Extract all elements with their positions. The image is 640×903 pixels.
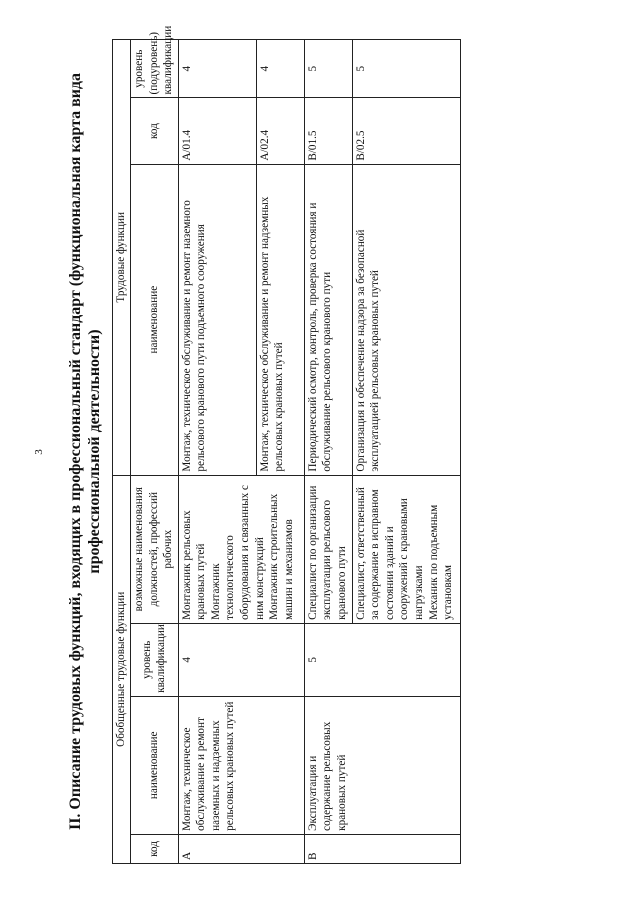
header-generalized-functions: Обобщенные трудовые функции — [113, 475, 131, 863]
position-item: Монтажник рельсовых крановых путей — [180, 510, 208, 620]
tf-code-cell: B/01.5 — [304, 98, 352, 164]
title-line-2: профессиональной деятельности) — [86, 329, 103, 574]
header-tf-level: уровень (подуровень) квалификации — [130, 40, 178, 98]
header-labor-functions: Трудовые функции — [113, 40, 131, 476]
position-item: Специалист, ответственный за содержание в исправном состоянии зданий и сооружений с крановыми нагрузками — [354, 487, 425, 620]
header-row-groups — [113, 40, 131, 864]
tf-code-cell: B/02.5 — [352, 98, 460, 164]
table-row — [304, 40, 352, 864]
tf-code-cell: A/02.4 — [256, 98, 304, 164]
gtf-name-cell: Эксплуатация и содержание рельсовых крановых путей — [304, 696, 460, 834]
tf-level-cell: 5 — [304, 40, 352, 98]
gtf-name-cell: Монтаж, техническое обслуживание и ремонт наземных и надземных рельсовых крановых путей — [178, 696, 304, 834]
tf-name-cell: Монтаж, техническое обслуживание и ремонт наземного рельсового кранового пути подъемного сооружения — [178, 164, 256, 475]
page-number: 3 — [33, 449, 45, 455]
position-item: Механик по подъемным установкам — [427, 504, 455, 620]
table-row — [178, 40, 256, 864]
tf-level-cell: 4 — [256, 40, 304, 98]
tf-name-cell: Периодический осмотр, контроль, проверка состояния и обслуживание рельсового кранового пути — [304, 164, 352, 475]
rotated-sheet — [62, 25, 492, 864]
tf-level-cell: 5 — [352, 40, 460, 98]
tf-code-cell: A/01.4 — [178, 98, 256, 164]
position-cell: Специалист по организации эксплуатации рельсового кранового пути — [304, 475, 352, 623]
header-code: код — [130, 834, 178, 863]
functional-map-table — [112, 25, 461, 864]
document-title — [62, 39, 114, 864]
header-name: наименование — [130, 696, 178, 834]
title-line-1: II. Описание трудовых функций, входящих в профессиональный стандарт (функциональная карта вида — [67, 72, 84, 831]
tf-level-cell: 4 — [178, 40, 256, 98]
header-qual-level: уровень квалификации — [130, 623, 178, 696]
gtf-code-cell: B — [304, 834, 460, 863]
position-cell — [352, 475, 460, 623]
tf-name-cell: Монтаж, техническое обслуживание и ремонт надземных рельсовых крановых путей — [256, 164, 304, 475]
header-tf-name: наименование — [130, 164, 178, 475]
position-item: Монтажник строительных машин и механизмов — [268, 493, 295, 620]
header-positions: возможные наименования должностей, профессий рабочих — [130, 475, 178, 623]
gtf-code-cell: A — [178, 834, 304, 863]
positions-cell — [178, 475, 304, 623]
header-row-columns — [130, 40, 178, 864]
position-item: Монтажник технологического оборудования и связанных с ним конструкций — [209, 485, 266, 620]
header-tf-code: код — [130, 98, 178, 164]
gtf-level-cell: 4 — [178, 623, 304, 696]
gtf-level-cell: 5 — [304, 623, 460, 696]
tf-name-cell: Организация и обеспечение надзора за безопасной эксплуатацией рельсовых крановых путей — [352, 164, 460, 475]
